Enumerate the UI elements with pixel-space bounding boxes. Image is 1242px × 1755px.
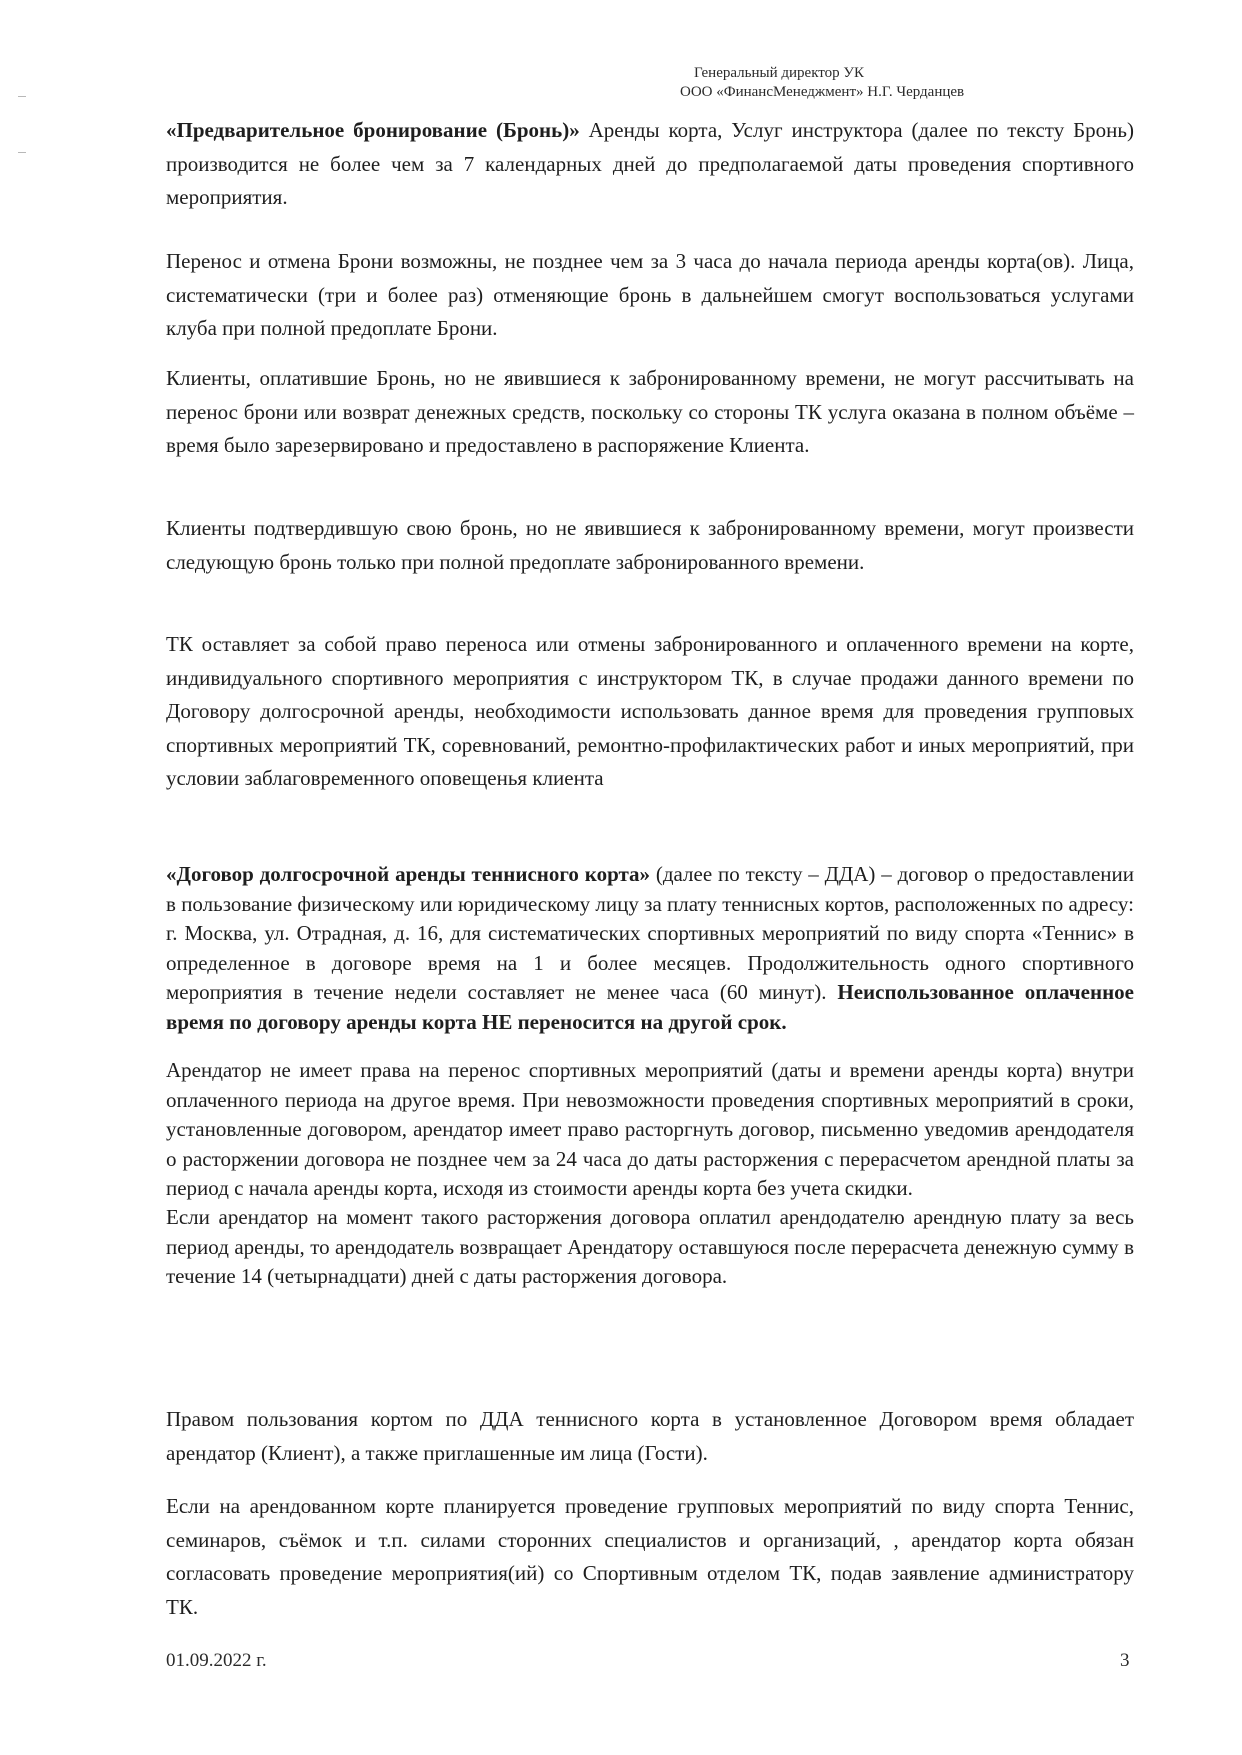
paragraph-no-show-paid <box>166 362 1134 463</box>
paragraph-text: Перенос и отмена Брони возможны, не позднее чем за 3 часа до начала периода аренды корта(ов). Лица, систематически (три и более раз) отменяющие бронь в дальнейшем смогут воспользоваться услугами клуба при полной предоплате Брони. <box>166 249 1134 340</box>
paragraph-club-rights <box>166 628 1134 796</box>
paragraph-refund <box>166 1203 1134 1292</box>
paragraph-tenant-no-transfer <box>166 1056 1134 1204</box>
paragraph-text: Арендатор не имеет права на перенос спортивных мероприятий (даты и времени аренды корта) внутри оплаченного периода на другое время. При невозможности проведения спортивных мероприятий в сроки, установленные договором, арендатор имеет право расторгнуть договор, письменно уведомив арендодателя о расторжении договора не позднее чем за 24 часа до даты расторжения с перерасчетом арендной платы за период с начала аренды корта, исходя из стоимости аренды корта без учета скидки. <box>166 1058 1134 1200</box>
header-title: Генеральный директор УК <box>694 65 865 81</box>
paragraph-no-show-confirmed <box>166 512 1134 579</box>
paragraph-text: Клиенты подтвердившую свою бронь, но не явившиеся к забронированному времени, могут произвести следующую бронь только при полной предоплате забронированного времени. <box>166 516 1134 574</box>
paragraph-text: Аренды корта, Услуг инструктора (далее по тексту Бронь) производится не более чем за 7 календарных дней до предполагаемой даты проведения спортивного мероприятия. <box>166 118 1134 209</box>
paragraph-long-term-lease <box>166 860 1134 1037</box>
paragraph-text: Если арендатор на момент такого расторжения договора оплатил арендодателю арендную плату за весь период аренды, то арендодатель возвращает Арендатору оставшуюся после перерасчета денежную сумму в течение 14 (четырнадцати) дней с даты расторжения договора. <box>166 1205 1134 1288</box>
term-long-term-lease: «Договор долгосрочной аренды теннисного корта» <box>166 862 651 886</box>
footer-date: 01.09.2022 г. <box>166 1650 267 1671</box>
header-signatory: ООО «ФинансМенеджмент» Н.Г. Черданцев <box>680 84 965 100</box>
term-preliminary-booking: «Предварительное бронирование (Бронь)» <box>166 118 580 142</box>
paragraph-reschedule-cancel <box>166 245 1134 346</box>
paragraph-text: Правом пользования кортом по ДДА теннисного корта в установленное Договором время обладает арендатор (Клиент), а также приглашенные им лица (Гости). <box>166 1407 1134 1465</box>
paragraph-text: ТК оставляет за собой право переноса или отмены забронированного и оплаченного времени на корте, индивидуального спортивного мероприятия с инструктором ТК, в случае продажи данного времени по Договору долгосрочной аренды, необходимости использовать данное время для проведения групповых спортивных мероприятий ТК, соревнований, ремонтно-профилактических работ и иных мероприятий, при условии заблаговременного оповещенья клиента <box>166 632 1134 790</box>
approval-header <box>680 64 1160 102</box>
scan-artifact-mark <box>18 96 26 97</box>
paragraph-group-events <box>166 1490 1134 1624</box>
paragraph-text: Клиенты, оплатившие Бронь, но не явившиеся к забронированному времени, не могут рассчитывать на перенос брони или возврат денежных средств, поскольку со стороны ТК услуга оказана в полном объёме – время было зарезервировано и предоставлено в распоряжение Клиента. <box>166 366 1134 457</box>
paragraph-usage-rights <box>166 1403 1134 1470</box>
paragraph-text: Если на арендованном корте планируется проведение групповых мероприятий по виду спорта Теннис, семинаров, съёмок и т.п. силами сторонних специалистов и организаций, , арендатор корта обязан согласовать проведение мероприятия(ий) со Спортивным отделом ТК, подав заявление администратору ТК. <box>166 1494 1134 1619</box>
emphasis-unused-time: Неиспользованное оплаченное время по договору аренды корта НЕ переносится на другой срок. <box>166 980 1134 1034</box>
paragraph-text: (далее по тексту – ДДА) – договор о предоставлении в пользование физическому или юридическому лицу за плату теннисных кортов, расположенных по адресу: г. Москва, ул. Отрадная, д. 16, для систематических спортивных мероприятий по виду спорта «Теннис» в определенное в договоре время на 1 и более месяцев. Продолжительность одного спортивного мероприятия в течение недели составляет не менее часа (60 минут). <box>166 862 1134 1004</box>
page-number: 3 <box>1120 1650 1130 1671</box>
scan-artifact-mark <box>18 152 26 153</box>
paragraph-preliminary-booking <box>166 114 1134 215</box>
